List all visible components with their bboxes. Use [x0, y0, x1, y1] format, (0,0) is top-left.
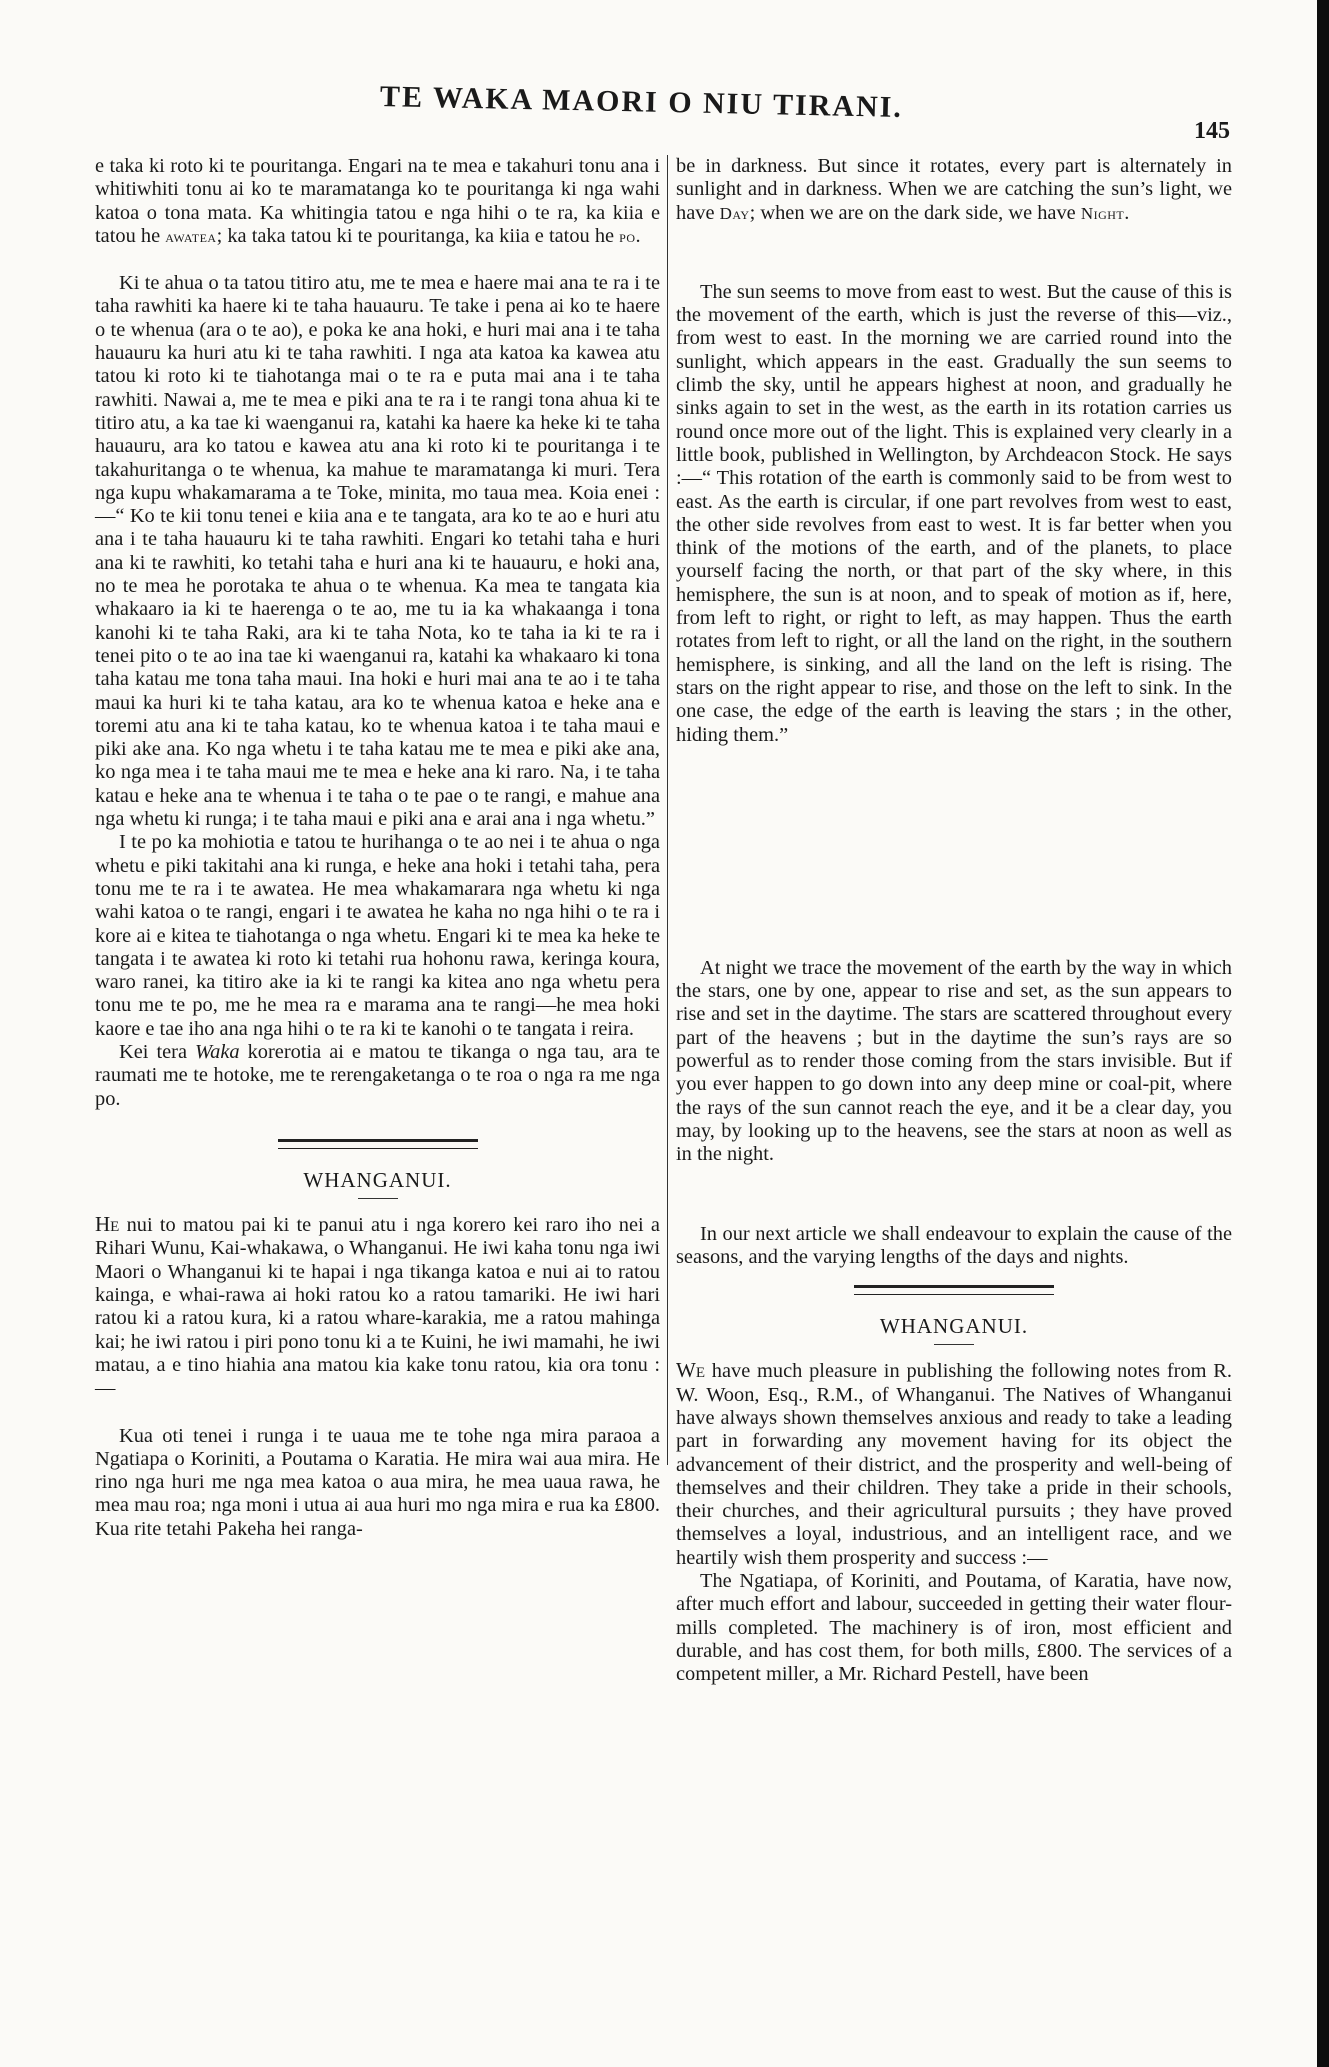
small-caps-term: po [619, 226, 636, 246]
text: nui to matou pai ki te panui atu i nga korero kei raro iho nei a Rihari Wunu, Kai-whakawa, o Whanganui. He iwi kaha tonu nga iwi Maori o Whanganui ki te hapai i nga tikanga katoa e nui ai to ratou kainga, e whai-rawa ai hoki ratou ko a ratou tamariki. He iwi hari ratou ki a ratou kura, ki a ratou whare-karakia, me a ratou mahinga kai; he iwi ratou i piri pono tonu ki a te Kuini, he iwi mamahi, he iwi matau, a e tino hiahia ana matou kia kake tonu ratou, kia ora tonu :— [95, 1214, 660, 1400]
small-caps-term: Day [719, 203, 750, 223]
paragraph: I te po ka mohiotia e tatou te hurihanga o te ao nei i te ahua o nga whetu e piki takitahi ana ki runga, e heke ana hoki i tetahi taha, pera tonu me te ra i te awatea. He mea whakamarara nga whetu ki nga wahi katoa o te rangi, engari i te awatea he kaha no nga hihi o te ra i kore ai e kitea te tiahotanga o nga whetu. Engari ki te mea ka heke te tangata i te awatea ki roto ki tetahi rua hohonu rawa, keringa koura, waro ranei, ka titiro ake ia ki te rangi ka kitea ano nga whetu pera tonu me te po, me he mea ra e marama ana te rangi—he mea hoki kaore e tae iho ana nga hihi o te ra ki te kanohi o te tangata i reira. [95, 831, 660, 1040]
paragraph [676, 1359, 1232, 1570]
text: . [635, 224, 641, 247]
maori-column [95, 155, 660, 1541]
section-divider [278, 1139, 478, 1149]
paragraph: In our next article we shall endeavour to explain the cause of the seasons, and the varying lengths of the days and nights. [676, 1222, 1232, 1268]
text: . [1124, 201, 1130, 224]
page-number: 145 [1194, 118, 1230, 144]
section-divider [854, 1285, 1054, 1295]
english-column [676, 155, 1232, 1687]
small-caps-term: awatea [165, 226, 217, 246]
paragraph [95, 1213, 660, 1400]
paragraph [95, 155, 660, 248]
text: be in darkness. But since it rotates, every part is alternately in sunlight and in darkness. When we are catching the sun’s light, we have [676, 155, 1232, 224]
paragraph: At night we trace the movement of the earth by the way in which the stars, one by one, appear to rise and set, as the sun appears to rise and set in the daytime. The stars are scattered throughout every part of the heavens ; but in the daytime the sun’s rays are so powerful as to render those coming from the stars invisible. But if you ever happen to go down into any deep mine or coal-pit, where the rays of the sun cannot reach the eye, and it be a clear day, you may, by looking up to the heavens, see the stars at noon as well as in the night. [676, 956, 1232, 1166]
text: ; ka taka tatou ki te pouritanga, ka kiia e tatou he [216, 224, 620, 247]
column-divider [667, 155, 668, 1465]
paragraph: Ki te ahua o ta tatou titiro atu, me te mea e haere mai ana te ra i te taha rawhiti ka haere ki te taha hauauru. Te take i pena ai ko te haere o te whenua (ara o te ao), e poka ke ana hoki, e huri mai ana i te taha hauauru ka huri atu ki te taha rawhiti. I nga ata katoa ka kawea atu tatou ki roto ki te tiahotanga mai o te ra e puta mai ana i te taha rawhiti. Nawai a, me te mea e piki ana te ra i te rangi tona ahua ki te titiro atu, a ka tae ki waenganui ra, katahi ka haere ka heke ki te taha hauauru, ara ko tatou e kawea atu ana ki roto ki te pouritanga i te takahuritanga o te whenua, ka mahue te maramatanga ki muri. Tera nga kupu whakamarama a te Toke, minita, mo taua mea. Koia enei :—“ Ko te kii tonu tenei e kiia ana e te tangata, ara ko te ao e huri atu ana i te taha hauauru ki te taha rawhiti. Engari ko tetahi taha e huri ana ki te rawhiti, ko tetahi taha e huri ana ki te hauauru, e hoki ana, no te mea he porotaka te ahua o te whenua. Ka mea te tangata kia whakaaro ia ki te haerenga o te ao, me tu ia ka whakaanga i tona kanohi ki te taha Raki, ara ki te taha Nota, ko te taha ia ki te ra i tenei pito o te ao ina tae ki waenganui ra, katahi ka whakaaro ki tona taha katau me tona taha maui. Ina hoki e huri mai ana te ao i te taha maui ka huri ki te taha katau, ara ko te whenua katoa e heke ana e toremi atu ana ki te taha katau, ko te whenua katoa i te taha maui e piki ake ana. Ko nga whetu i te taha katau me te mea e piki ake ana, ko nga mea i te taha maui me te mea e heke ana ki raro. Na, i te taha katau e heke ana te whenua i te taha o te pae o te rangi, e mahue ana nga whetu ki runga; i te taha maui e piki ana e arai ana i nga whetu.” [95, 272, 660, 831]
small-caps-term: Night [1080, 203, 1125, 223]
paragraph [676, 155, 1232, 225]
text: ; when we are on the dark side, we have [749, 201, 1081, 224]
page-header [80, 80, 1230, 144]
text: have much pleasure in publishing the following notes from R. W. Woon, Esq., R.M., of Whanganui. The Natives of Whanganui have always shown themselves anxious and ready to take a leading part in forwarding any movement having for its object the advancement of their district, and the prosperity and well-being of themselves and their children. They take a pride in their schools, their churches, and their agricultural pursuits ; they have proved themselves a loyal, industrious, and an intelligent race, and we heartily wish them prosperity and success :— [676, 1360, 1232, 1569]
paragraph [95, 1041, 660, 1111]
newspaper-title: TE WAKA MAORI O NIU TIRANI. [379, 80, 904, 124]
text: Kei tera [119, 1040, 196, 1063]
paragraph: The sun seems to move from east to west. But the cause of this is the movement of the earth, which is just the reverse of this—viz., from west to east. In the morning we are carried round into the sunlight, which appears in the east. Gradually the sun seems to climb the sky, until he appears highest at noon, and gradually he sinks again to set in the west, as the earth in its rotation carries us round once more out of the light. This is explained very clearly in a little book, published in Wellington, by Archdeacon Stock. He says :—“ This rotation of the earth is commonly said to be from west to east. As the earth is circular, if one part revolves from west to east, the other side revolves from east to west. It is far better when you think of the motions of the earth, and of the planets, to place yourself facing the north, or that part of the sky where, in this hemisphere, the sun is at noon, and to speak of motion as if, here, from left to right, or right to left, as may happen. Thus the earth rotates from left to right, or all the land on the right, in the southern hemisphere, is sinking, and all the land on the left is rising. The stars on the right appear to rise, and those on the left to sink. In the one case, the edge of the earth is leaving the stars ; in the other, hiding them.” [676, 280, 1232, 746]
heading-underline [934, 1344, 974, 1345]
text: e taka ki roto ki te pouritanga. Engari na te mea e takahuri tonu ana i whitiwhiti tonu ai ko te maramatanga ko te pouritanga ki nga wahi katoa o tona mata. Ka whitingia tatou e nga hihi o te ra, ka kiia e tatou he [95, 155, 660, 247]
italic-term: Waka [195, 1040, 240, 1063]
initial-word: We [676, 1358, 705, 1383]
initial-word: He [95, 1212, 120, 1237]
paragraph: The Ngatiapa, of Koriniti, and Poutama, of Karatia, have now, after much effort and labour, succeeded in getting their water flour-mills completed. The machinery is of iron, most efficient and durable, and has cost them, for both mills, £800. The services of a competent miller, a Mr. Richard Pestell, have been [676, 1570, 1232, 1686]
section-heading: WHANGANUI. [303, 1167, 452, 1192]
heading-underline [358, 1198, 398, 1199]
section-heading: WHANGANUI. [879, 1314, 1029, 1339]
page-edge-shadow [1317, 0, 1329, 2067]
text: korerotia ai e matou te tikanga o nga tau, ara te raumati me te hotoke, me te rerengaketanga o te roa o nga ra me nga po. [95, 1040, 660, 1110]
paragraph: Kua oti tenei i runga i te uaua me te tohe nga mira paraoa a Ngatiapa o Koriniti, a Poutama o Karatia. He mira wai aua mira. He rino nga huri me nga mea katoa o aua mira, he mea uaua rawa, he mea mau roa; nga moni i utua ai aua huri mo nga mira e rua ka £800. Kua rite tetahi Pakeha hei ranga- [95, 1424, 660, 1540]
